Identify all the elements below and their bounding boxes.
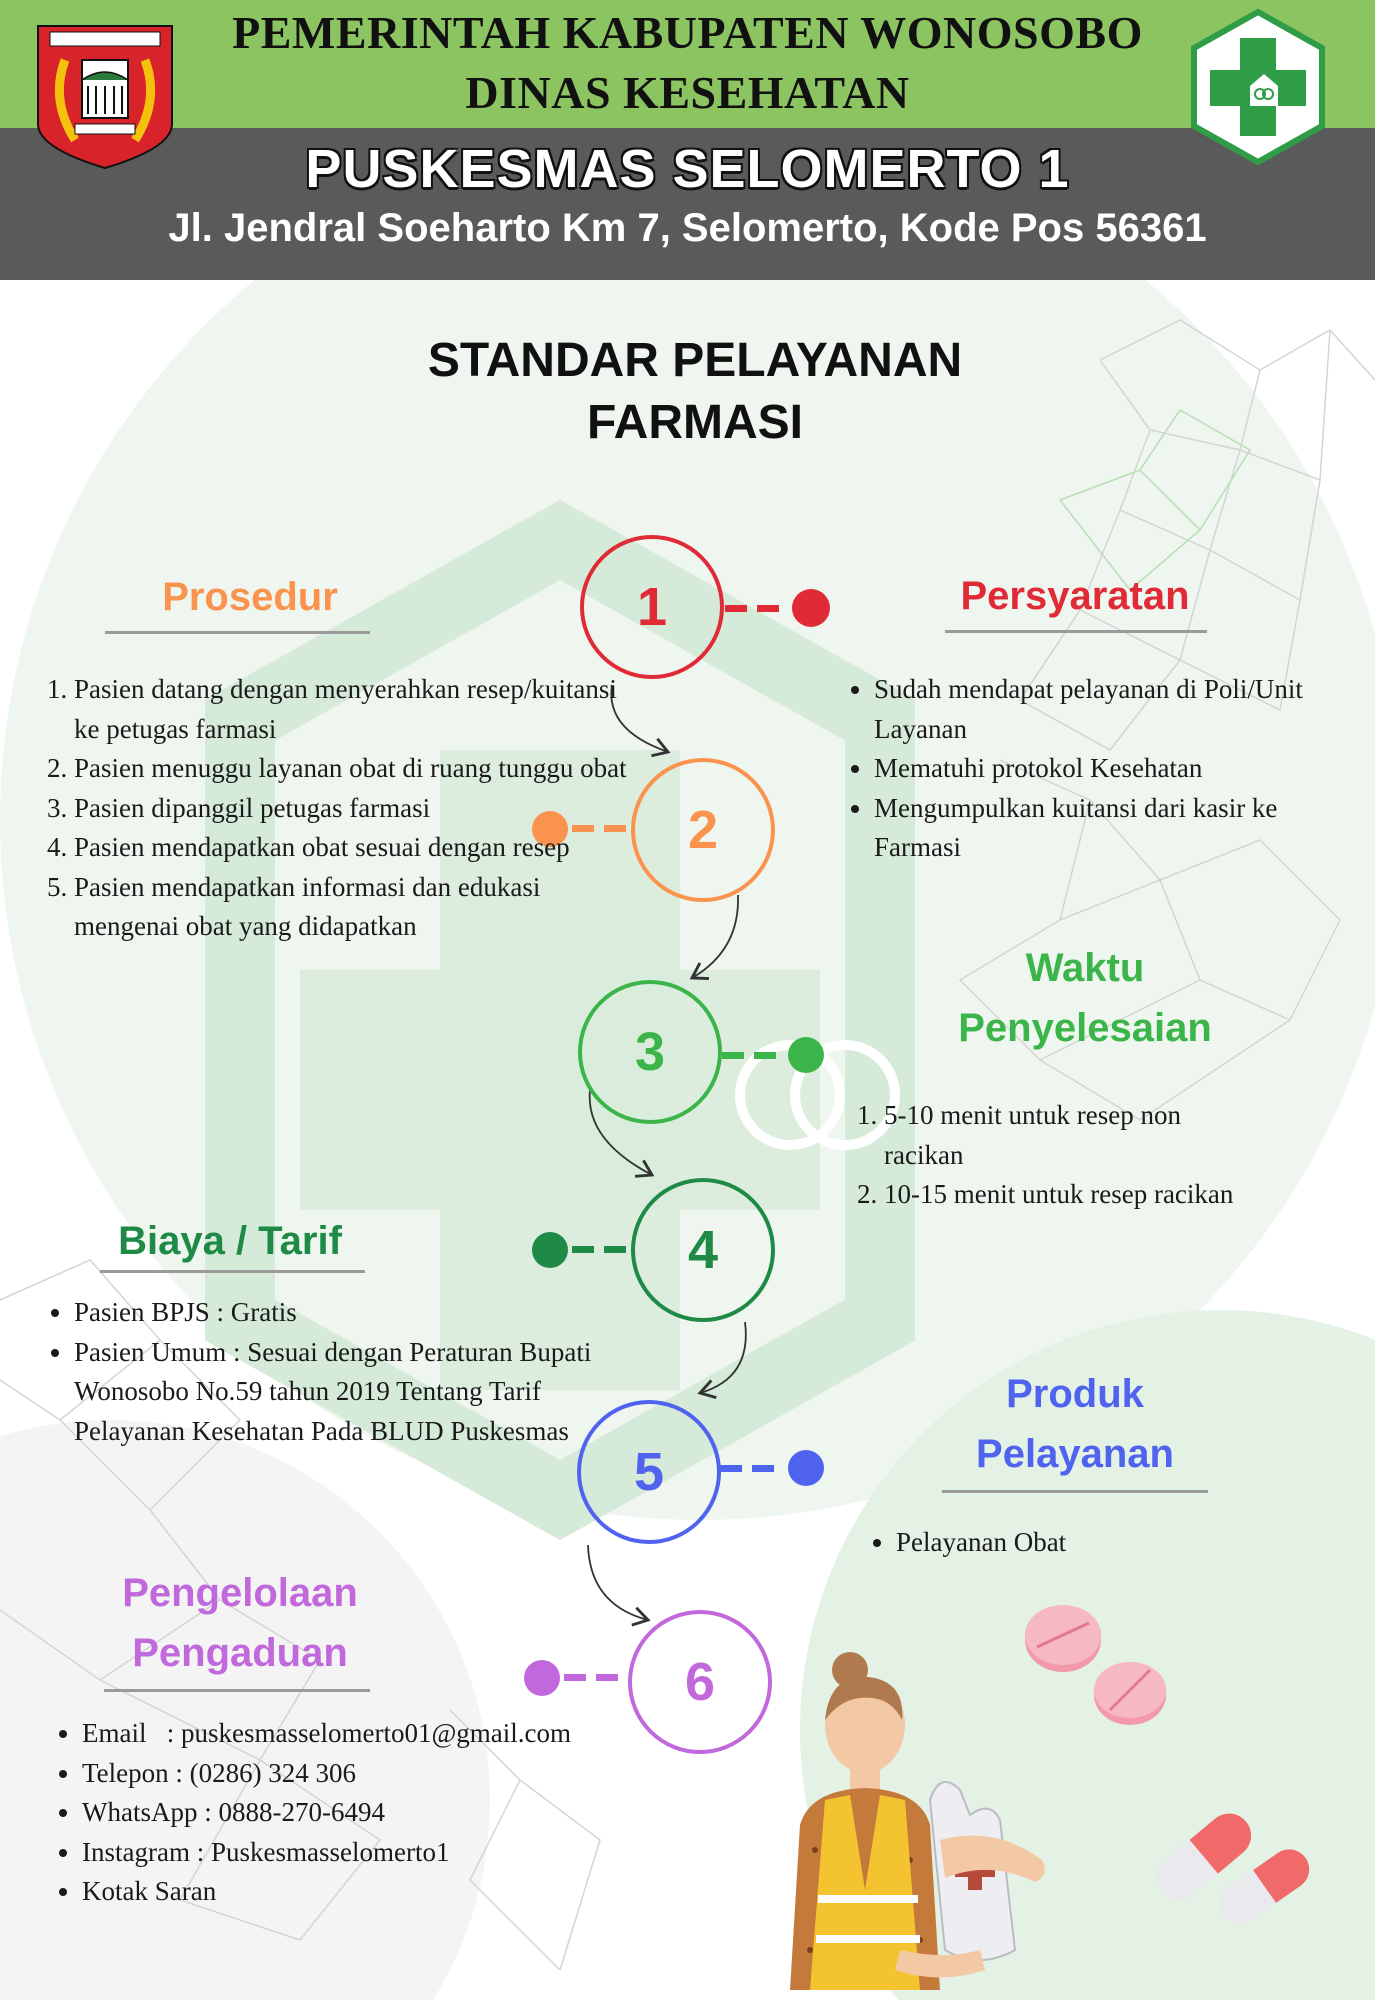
- list-item: 1. Pasien datang dengan menyerahkan resep/kuitansi ke petugas farmasi: [74, 670, 648, 749]
- list-item: • Instagram : Puskesmasselomerto1: [82, 1833, 660, 1873]
- list-item: • Pasien Umum : Sesuai dengan Peraturan Bupati Wonosobo No.59 tahun 2019 Tentang Tarif Pelayanan Kesehatan Pada BLUD Puskesmas: [74, 1333, 602, 1452]
- pengaduan-heading: [90, 1563, 390, 1683]
- list-item: • Mengumpulkan kuitansi dari kasir ke Farmasi: [874, 789, 1322, 868]
- step-4-dot: [532, 1232, 568, 1268]
- step-1-circle: [580, 535, 724, 679]
- list-item: • Email : puskesmasselomerto01@gmail.com: [82, 1714, 660, 1754]
- step-4-connector: [572, 1246, 630, 1253]
- biaya-heading: Biaya / Tarif: [118, 1219, 342, 1263]
- waktu-heading: [930, 938, 1240, 1058]
- list-item: • Mematuhi protokol Kesehatan: [874, 749, 1322, 789]
- prosedur-list: [48, 670, 648, 947]
- produk-heading: [920, 1364, 1230, 1484]
- step-5-dot: [788, 1450, 824, 1486]
- step-6-number: 6: [684, 1652, 716, 1712]
- step-6-dot: [524, 1660, 560, 1696]
- produk-underline: [942, 1490, 1208, 1493]
- step-1-number: 1: [636, 577, 668, 637]
- list-item: 2. Pasien menuggu layanan obat di ruang tunggu obat: [74, 749, 648, 789]
- pengaduan-heading-line2: Pengaduan: [132, 1631, 348, 1675]
- list-item: • Pasien BPJS : Gratis: [74, 1293, 602, 1333]
- pengaduan-underline: [104, 1689, 370, 1692]
- produk-heading-line1: Produk: [1006, 1372, 1144, 1416]
- waktu-heading-line2: Penyelesaian: [958, 1006, 1212, 1050]
- prosedur-underline: [105, 631, 370, 634]
- step-1-dot: [792, 589, 830, 627]
- pengaduan-list: [60, 1714, 660, 1912]
- list-item: 5. Pasien mendapatkan informasi dan edukasi mengenai obat yang didapatkan: [74, 868, 648, 947]
- page-title-line1: STANDAR PELAYANAN: [427, 334, 963, 387]
- header-puskesmas-title: PUSKESMAS SELOMERTO 1: [305, 139, 1070, 199]
- list-item: • Sudah mendapat pelayanan di Poli/Unit Layanan: [874, 670, 1322, 749]
- step-3-dot: [788, 1037, 824, 1073]
- produk-list: [874, 1523, 1254, 1563]
- step-6-connector: [564, 1674, 626, 1681]
- prosedur-heading: Prosedur: [162, 575, 338, 619]
- persyaratan-heading: Persyaratan: [960, 574, 1190, 618]
- list-item: • Telepon : (0286) 324 306: [82, 1754, 660, 1794]
- list-item: • Kotak Saran: [82, 1872, 660, 1912]
- header-department-line: DINAS KESEHATAN: [465, 67, 910, 118]
- step-2-circle: [631, 758, 775, 902]
- step-3-circle: [578, 980, 722, 1124]
- list-item: • Pelayanan Obat: [896, 1523, 1254, 1563]
- header-government-line: PEMERINTAH KABUPATEN WONOSOBO: [232, 7, 1143, 58]
- page-title-line2: FARMASI: [587, 396, 803, 449]
- capsule-icon: [1130, 1770, 1320, 1930]
- list-item: 2. 10-15 menit untuk resep racikan: [884, 1175, 1258, 1215]
- step-5-number: 5: [633, 1442, 665, 1502]
- biaya-underline: [100, 1270, 365, 1273]
- list-item: • WhatsApp : 0888-270-6494: [82, 1793, 660, 1833]
- pharmacist-illustration: [780, 1650, 1100, 1990]
- step-3-number: 3: [634, 1022, 666, 1082]
- header-address: Jl. Jendral Soeharto Km 7, Selomerto, Kode Pos 56361: [168, 206, 1207, 250]
- step-4-number: 4: [687, 1220, 719, 1280]
- step-5-connector: [720, 1465, 782, 1472]
- step-1-connector: [725, 605, 785, 612]
- step-2-number: 2: [687, 800, 719, 860]
- waktu-list: [858, 1096, 1258, 1215]
- biaya-list: [52, 1293, 602, 1451]
- list-item: 1. 5-10 menit untuk resep non racikan: [884, 1096, 1258, 1175]
- list-item: 3. Pasien dipanggil petugas farmasi: [74, 789, 648, 829]
- waktu-heading-line1: Waktu: [1025, 946, 1145, 990]
- step-4-circle: [631, 1178, 775, 1322]
- list-item: 4. Pasien mendapatkan obat sesuai dengan resep: [74, 828, 648, 868]
- persyaratan-list: [852, 670, 1322, 868]
- pengaduan-heading-line1: Pengelolaan: [122, 1571, 358, 1615]
- step-3-connector: [722, 1052, 782, 1059]
- produk-heading-line2: Pelayanan: [976, 1432, 1174, 1476]
- persyaratan-underline: [945, 630, 1207, 633]
